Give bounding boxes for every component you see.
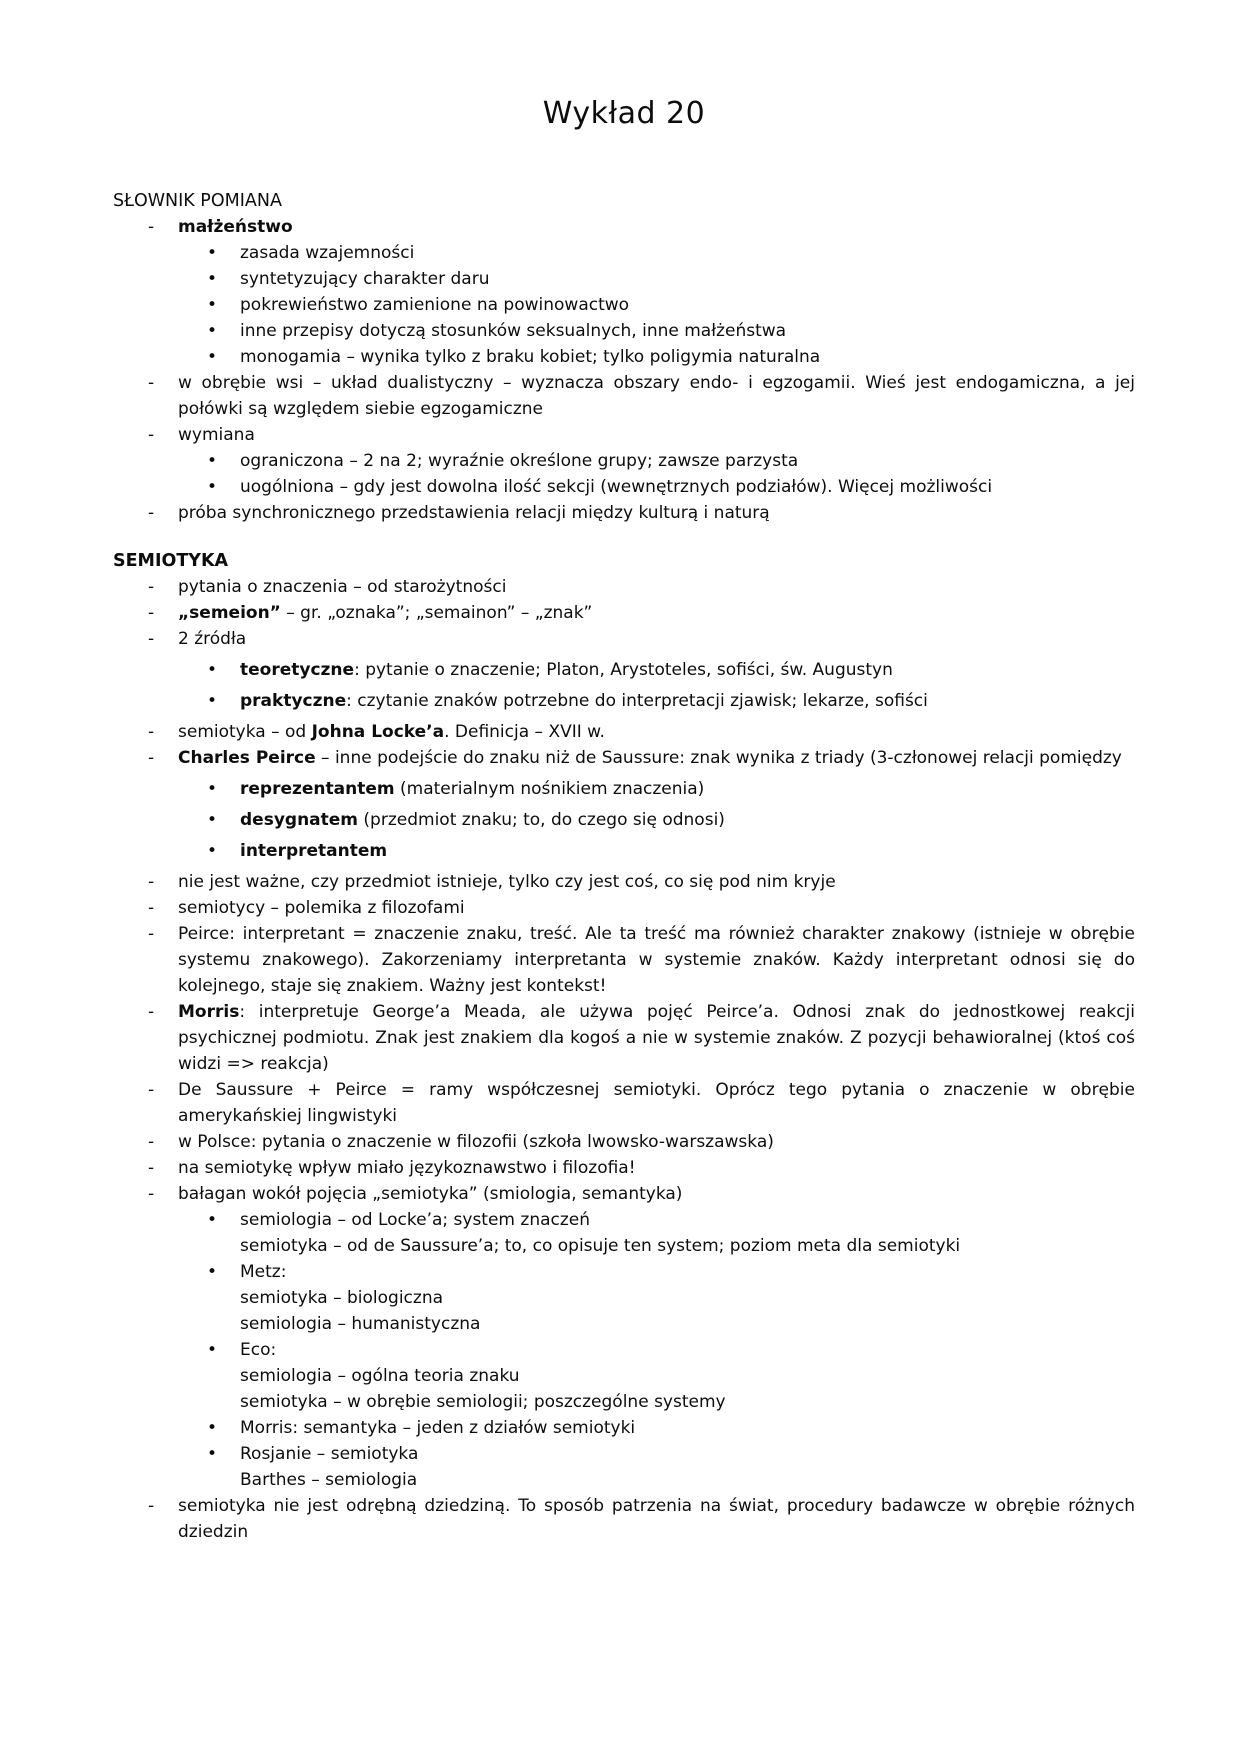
no-marker — [207, 1285, 240, 1311]
item-text — [240, 1207, 1135, 1233]
item-text — [178, 1077, 1135, 1129]
item-text — [178, 574, 1135, 600]
list-item — [113, 1415, 1135, 1441]
bullet-marker: • — [207, 347, 218, 367]
dash-marker: - — [148, 872, 155, 892]
list-item — [113, 1467, 1135, 1493]
list-item — [113, 921, 1135, 999]
text-run: semiotyka nie jest odrębną dziedziną. To sposób patrzenia na świat, procedury badawcze w obrębie różnych dziedzin — [178, 1496, 1135, 1542]
dash-marker: - — [148, 425, 155, 445]
text-run: – inne podejście do znaku niż de Saussure: znak wynika z triady (3-członowej relacji pomiędzy — [315, 748, 1122, 768]
item-text — [178, 1493, 1135, 1545]
dash-marker: - — [148, 1002, 155, 1022]
dash-marker: - — [148, 1080, 155, 1100]
text-run: monogamia – wynika tylko z braku kobiet; tylko poligymia naturalna — [240, 347, 821, 367]
text-run: – gr. „oznaka”; „semainon” – „znak” — [280, 603, 593, 623]
text-run: semiologia – ogólna teoria znaku — [240, 1366, 520, 1386]
dash-marker: - — [148, 898, 155, 918]
list-item — [113, 370, 1135, 422]
list-item — [113, 1207, 1135, 1233]
item-text — [178, 600, 1135, 626]
list-item — [113, 1181, 1135, 1207]
item-text — [178, 895, 1135, 921]
text-run: ograniczona – 2 na 2; wyraźnie określone grupy; zawsze parzysta — [240, 451, 799, 471]
text-run: syntetyzujący charakter daru — [240, 269, 490, 289]
list-item — [113, 500, 1135, 526]
text-run: Metz: — [240, 1262, 287, 1282]
bullet-marker: • — [207, 269, 218, 289]
item-text — [240, 344, 1135, 370]
item-text — [240, 1233, 1135, 1259]
dash-marker: - — [148, 217, 155, 237]
text-run: (materialnym nośnikiem znaczenia) — [394, 779, 705, 799]
item-text — [240, 838, 1135, 864]
list-item — [113, 1363, 1135, 1389]
item-text — [240, 448, 1135, 474]
list-item — [113, 1441, 1135, 1467]
list-item — [113, 1337, 1135, 1363]
item-text — [178, 869, 1135, 895]
list-item — [113, 1311, 1135, 1337]
list-item — [113, 895, 1135, 921]
bullet-marker: • — [207, 1262, 218, 1282]
list-item — [113, 266, 1135, 292]
list-item — [113, 745, 1135, 771]
list-item — [113, 318, 1135, 344]
item-text — [240, 1285, 1135, 1311]
text-run: Morris — [178, 1002, 240, 1022]
list-item — [113, 448, 1135, 474]
bullet-marker: • — [207, 841, 218, 861]
dash-marker: - — [148, 1132, 155, 1152]
list-item — [113, 574, 1135, 600]
dash-marker: - — [148, 748, 155, 768]
text-run: De Saussure + Peirce = ramy współczesnej semiotyki. Oprócz tego pytania o znaczenie w obrębie amerykańskiej lingwistyki — [178, 1080, 1135, 1126]
dash-marker: - — [148, 1184, 155, 1204]
bullet-marker: • — [207, 660, 218, 680]
text-run: „semeion” — [178, 603, 281, 623]
text-run: Barthes – semiologia — [240, 1470, 418, 1490]
text-run: pytania o znaczenia – od starożytności — [178, 577, 507, 597]
text-run: Charles Peirce — [178, 748, 316, 768]
item-text — [240, 1337, 1135, 1363]
item-text — [240, 266, 1135, 292]
dash-marker: - — [148, 1496, 155, 1516]
list-item — [113, 1077, 1135, 1129]
list-item — [113, 422, 1135, 448]
list-item — [113, 1155, 1135, 1181]
text-run: : czytanie znaków potrzebne do interpretacji zjawisk; lekarze, sofiści — [346, 691, 928, 711]
page-title: Wykład 20 — [542, 96, 706, 131]
list-item — [113, 474, 1135, 500]
no-marker — [207, 1389, 240, 1415]
text-run: zasada wzajemności — [240, 243, 415, 263]
item-text — [240, 1441, 1135, 1467]
list-item — [113, 214, 1135, 240]
item-text — [178, 1129, 1135, 1155]
list-item — [113, 600, 1135, 626]
item-text — [178, 1155, 1135, 1181]
item-text — [178, 214, 1135, 240]
bullet-marker: • — [207, 477, 218, 497]
dash-marker: - — [148, 603, 155, 623]
item-text — [178, 921, 1135, 999]
item-text — [240, 807, 1135, 833]
text-run: semiotyka – biologiczna — [240, 1288, 444, 1308]
text-run: próba synchronicznego przedstawienia relacji między kulturą i naturą — [178, 503, 770, 523]
item-text — [240, 776, 1135, 802]
text-run: desygnatem — [240, 810, 359, 830]
item-text — [178, 745, 1135, 771]
list-item — [113, 1285, 1135, 1311]
section-heading: SŁOWNIK POMIANA — [113, 191, 282, 211]
list-item — [113, 869, 1135, 895]
text-run: : interpretuje George’a Meada, ale używa pojęć Peirce’a. Odnosi znak do jednostkowej reakcji psychicznej podmiotu. Znak jest znakiem dla kogoś a nie w systemie znaków. Z pozycji behawioralnej (ktoś coś widzi => reakcja) — [178, 1002, 1135, 1074]
item-text — [240, 1467, 1135, 1493]
item-text — [240, 1415, 1135, 1441]
list-item — [113, 1129, 1135, 1155]
dash-marker: - — [148, 577, 155, 597]
text-run: semiologia – humanistyczna — [240, 1314, 481, 1334]
text-run: nie jest ważne, czy przedmiot istnieje, tylko czy jest coś, co się pod nim kryje — [178, 872, 836, 892]
bullet-marker: • — [207, 321, 218, 341]
text-run: semiotyka – w obrębie semiologii; poszczególne systemy — [240, 1392, 726, 1412]
section-heading: SEMIOTYKA — [113, 551, 229, 571]
text-run: teoretyczne — [240, 660, 355, 680]
text-run: Rosjanie – semiotyka — [240, 1444, 419, 1464]
item-text — [178, 626, 1135, 652]
text-run: wymiana — [178, 425, 255, 445]
bullet-marker: • — [207, 1340, 218, 1360]
dash-marker: - — [148, 629, 155, 649]
item-text — [178, 1181, 1135, 1207]
bullet-marker: • — [207, 451, 218, 471]
text-run: (przedmiot znaku; to, do czego się odnosi) — [358, 810, 725, 830]
dash-marker: - — [148, 1158, 155, 1178]
item-text — [178, 422, 1135, 448]
list-item — [113, 1259, 1135, 1285]
text-run: pokrewieństwo zamienione na powinowactwo — [240, 295, 630, 315]
dash-marker: - — [148, 722, 155, 742]
item-text — [240, 292, 1135, 318]
list-item — [113, 719, 1135, 745]
dash-marker: - — [148, 503, 155, 523]
text-run: na semiotykę wpływ miało językoznawstwo i filozofia! — [178, 1158, 636, 1178]
list-item — [113, 657, 1135, 683]
text-run: : pytanie o znaczenie; Platon, Arystoteles, sofiści, św. Augustyn — [354, 660, 893, 680]
text-run: semiologia – od Locke’a; system znaczeń — [240, 1210, 591, 1230]
text-run: semiotyka – od — [178, 722, 312, 742]
bullet-marker: • — [207, 810, 218, 830]
item-text — [240, 657, 1135, 683]
item-text — [240, 1311, 1135, 1337]
text-run: w obrębie wsi – układ dualistyczny – wyznacza obszary endo- i egzogamii. Wieś jest endogamiczna, a jej połówki są względem siebie egzogamiczne — [178, 373, 1135, 419]
text-run: interpretantem — [240, 841, 388, 861]
item-text — [178, 999, 1135, 1077]
bullet-marker: • — [207, 1418, 218, 1438]
dash-marker: - — [148, 924, 155, 944]
item-text — [240, 1363, 1135, 1389]
text-run: Morris: semantyka – jeden z działów semiotyki — [240, 1418, 636, 1438]
item-text — [240, 474, 1135, 500]
item-text — [240, 240, 1135, 266]
no-marker — [207, 1363, 240, 1389]
section — [113, 188, 1135, 526]
bullet-marker: • — [207, 691, 218, 711]
text-run: małżeństwo — [178, 217, 293, 237]
list-item — [113, 838, 1135, 864]
text-run: uogólniona – gdy jest dowolna ilość sekcji (wewnętrznych podziałów). Więcej możliwości — [240, 477, 993, 497]
item-text — [240, 1389, 1135, 1415]
list-item — [113, 999, 1135, 1077]
text-run: praktyczne — [240, 691, 347, 711]
list-item — [113, 1493, 1135, 1545]
item-text — [178, 500, 1135, 526]
no-marker — [207, 1467, 240, 1493]
list-item — [113, 344, 1135, 370]
list-item — [113, 688, 1135, 714]
text-run: semiotyka – od de Saussure’a; to, co opisuje ten system; poziom meta dla semiotyki — [240, 1236, 961, 1256]
text-run: reprezentantem — [240, 779, 395, 799]
bullet-marker: • — [207, 1444, 218, 1464]
list-item — [113, 626, 1135, 652]
no-marker — [207, 1311, 240, 1337]
document-content — [113, 188, 1135, 1545]
text-run: Johna Locke’a — [311, 722, 445, 742]
bullet-marker: • — [207, 295, 218, 315]
item-text — [240, 688, 1135, 714]
text-run: Eco: — [240, 1340, 277, 1360]
bullet-marker: • — [207, 243, 218, 263]
text-run: w Polsce: pytania o znaczenie w filozofii (szkoła lwowsko-warszawska) — [178, 1132, 774, 1152]
list-item — [113, 776, 1135, 802]
text-run: bałagan wokół pojęcia „semiotyka” (smiologia, semantyka) — [178, 1184, 683, 1204]
text-run: inne przepisy dotyczą stosunków seksualnych, inne małżeństwa — [240, 321, 787, 341]
item-text — [240, 318, 1135, 344]
text-run: Peirce: interpretant = znaczenie znaku, treść. Ale ta treść ma również charakter znakowy (istnieje w obrębie systemu znakowego). Zakorzeniamy interpretanta w systemie znaków. Każdy interpretant odnosi się do kolejnego, staje się znakiem. Ważny jest kontekst! — [178, 924, 1135, 996]
list-item — [113, 1233, 1135, 1259]
text-run: semiotycy – polemika z filozofami — [178, 898, 465, 918]
list-item — [113, 292, 1135, 318]
bullet-marker: • — [207, 1210, 218, 1230]
item-text — [178, 370, 1135, 422]
bullet-marker: • — [207, 779, 218, 799]
list-item — [113, 807, 1135, 833]
list-item — [113, 1389, 1135, 1415]
dash-marker: - — [148, 373, 155, 393]
item-text — [178, 719, 1135, 745]
list-item — [113, 240, 1135, 266]
no-marker — [207, 1233, 240, 1259]
text-run: 2 źródła — [178, 629, 247, 649]
text-run: . Definicja – XVII w. — [444, 722, 605, 742]
section — [113, 548, 1135, 1545]
item-text — [240, 1259, 1135, 1285]
